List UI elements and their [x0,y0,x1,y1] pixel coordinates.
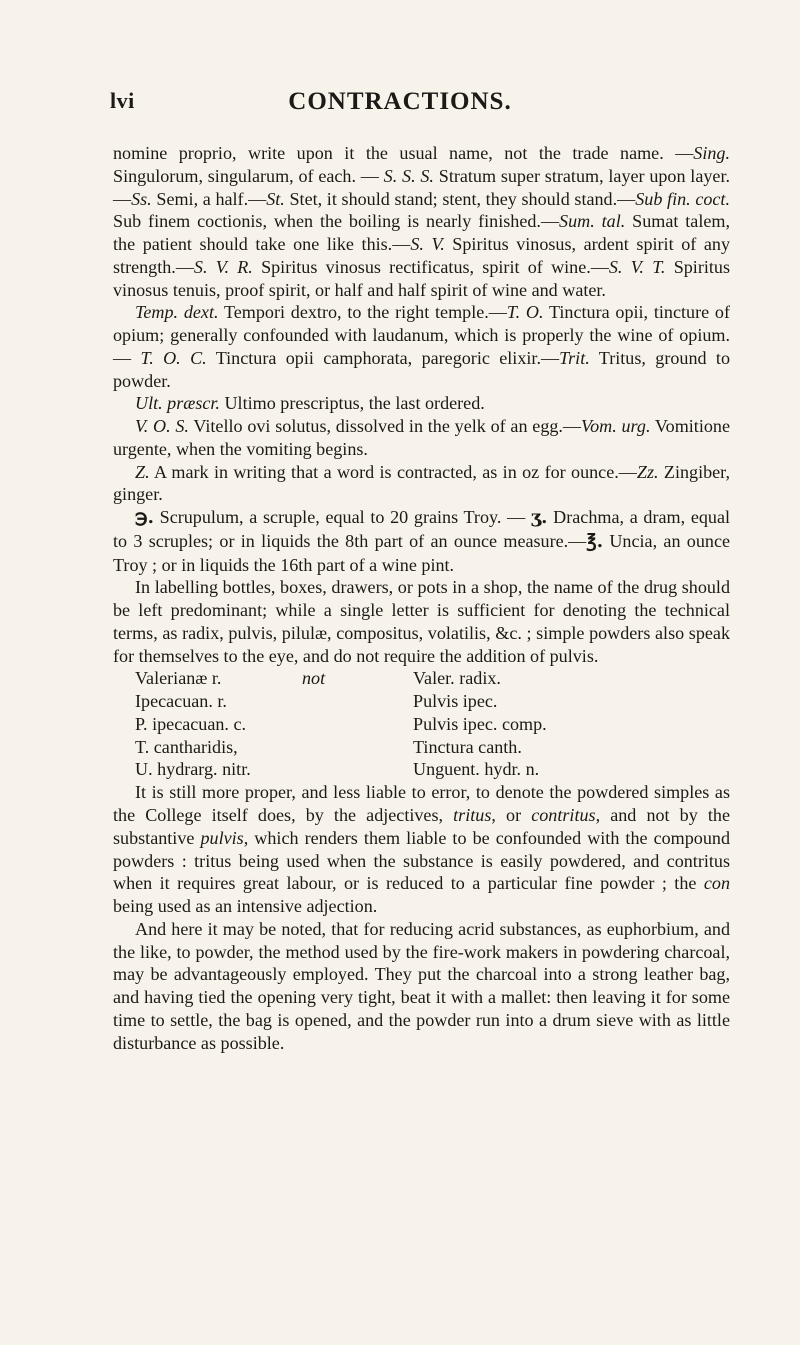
ounce-symbol: ℥. [586,530,604,552]
page-title: CONTRACTIONS. [288,88,512,115]
list-item: Valerianæ r. [135,668,222,689]
list-item: Tinctura canth. [413,736,522,757]
running-head [110,88,690,118]
paragraph-labelling: In labelling bottles, boxes, drawers, or pots in a shop, the name of the drug should be left predominant; while a single letter is sufficient for denoting the technical terms, as radix, pulvis, pilulæ, compositus, volatilis, &c. ; simple powders also speak for themselves to the eye, and do not require the addition of pulvis. [113,577,730,666]
paragraph-s-abbreviations: nomine proprio, write upon it the usual name, not the trade name. —Sing. Singulorum, singularum, of each. — S. S. S. Stratum super stratum, layer upon layer.—Ss. Semi, a half.—St. Stet, it should stand; stent, they should stand.—Sub fin. coct. Sub finem coctionis, when the boiling is nearly finished.—Sum. tal. Sumat talem, the patient should take one like this.—S. V. Spiritus vinosus, ardent spirit of any strength.—S. V. R. Spiritus vinosus rectificatus, spirit of wine.—S. V. T. Spiritus vinosus tenuis, proof spirit, or half and half spirit of wine and water. [113,143,730,300]
page-number: lvi [110,88,135,113]
paragraph-powdering-method: And here it may be noted, that for reducing acrid substances, as euphorbium, and the like, to powder, the method used by the fire-work makers in powdering charcoal, may be advantageously employed. They put the charcoal into a strong leather bag, and having tied the opening very tight, beat it with a mallet: then leaving it for some time to settle, the bag is opened, and the powder run into a drum sieve with as little disturbance as possible. [113,918,730,1053]
list-item: Pulvis ipec. comp. [413,713,547,734]
label-comparison-table [113,667,730,781]
paragraph-u-abbreviations: Ult. præscr. Ultimo prescriptus, the last ordered. [135,393,485,414]
paragraph-apothecary-symbols: ℈. Scrupulum, a scruple, equal to 20 grains Troy. — ʒ. Drachma, a dram, equal to 3 scruples; or in liquids the 8th part of an ounce measure.—℥. Uncia, an ounce Troy ; or in liquids the 16th part of a wine pint. [113,507,731,575]
list-item: Pulvis ipec. [413,691,498,711]
list-item: T. cantharidis, [135,736,238,757]
preferred-labels-column [135,667,251,781]
paragraph-powdered-simples: It is still more proper, and less liable to error, to denote the powdered simples as the College itself does, by the adjectives, tritus, or contritus, and not by the substantive pulvis, which renders them liable to be confounded with the compound powders : tritus being used when the substance is easily powdered, and contritus when it requires great labour, or is reduced to a particular fine powder ; the con being used as an intensive adjection. [113,782,731,916]
list-item: P. ipecacuan. c. [135,713,247,734]
dram-symbol: ʒ. [530,507,548,528]
scruple-symbol: ℈. [135,507,154,528]
list-item: Valer. radix. [413,668,501,689]
paragraph-t-abbreviations: Temp. dext. Tempori dextro, to the right temple.—T. O. Tinctura opii, tincture of opium; generally confounded with laudanum, which is properly the wine of opium. — T. O. C. Tinctura opii camphorata, paregoric elixir.—Trit. Tritus, ground to powder. [113,302,730,391]
comparison-not-label: not [302,668,326,689]
list-item: U. hydrarg. nitr. [135,759,251,780]
paragraph-z-abbreviations: Z. A mark in writing that a word is contracted, as in oz for ounce.—Zz. Zingiber, ginger. [113,461,730,505]
body-text [113,142,730,1054]
list-item: Ipecacuan. r. [135,691,227,711]
list-item: Unguent. hydr. n. [413,759,540,780]
paragraph-v-abbreviations: V. O. S. Vitello ovi solutus, dissolved in the yelk of an egg.—Vom. urg. Vomitione urgente, when the vomiting begins. [113,416,730,459]
avoided-labels-column [413,667,547,781]
